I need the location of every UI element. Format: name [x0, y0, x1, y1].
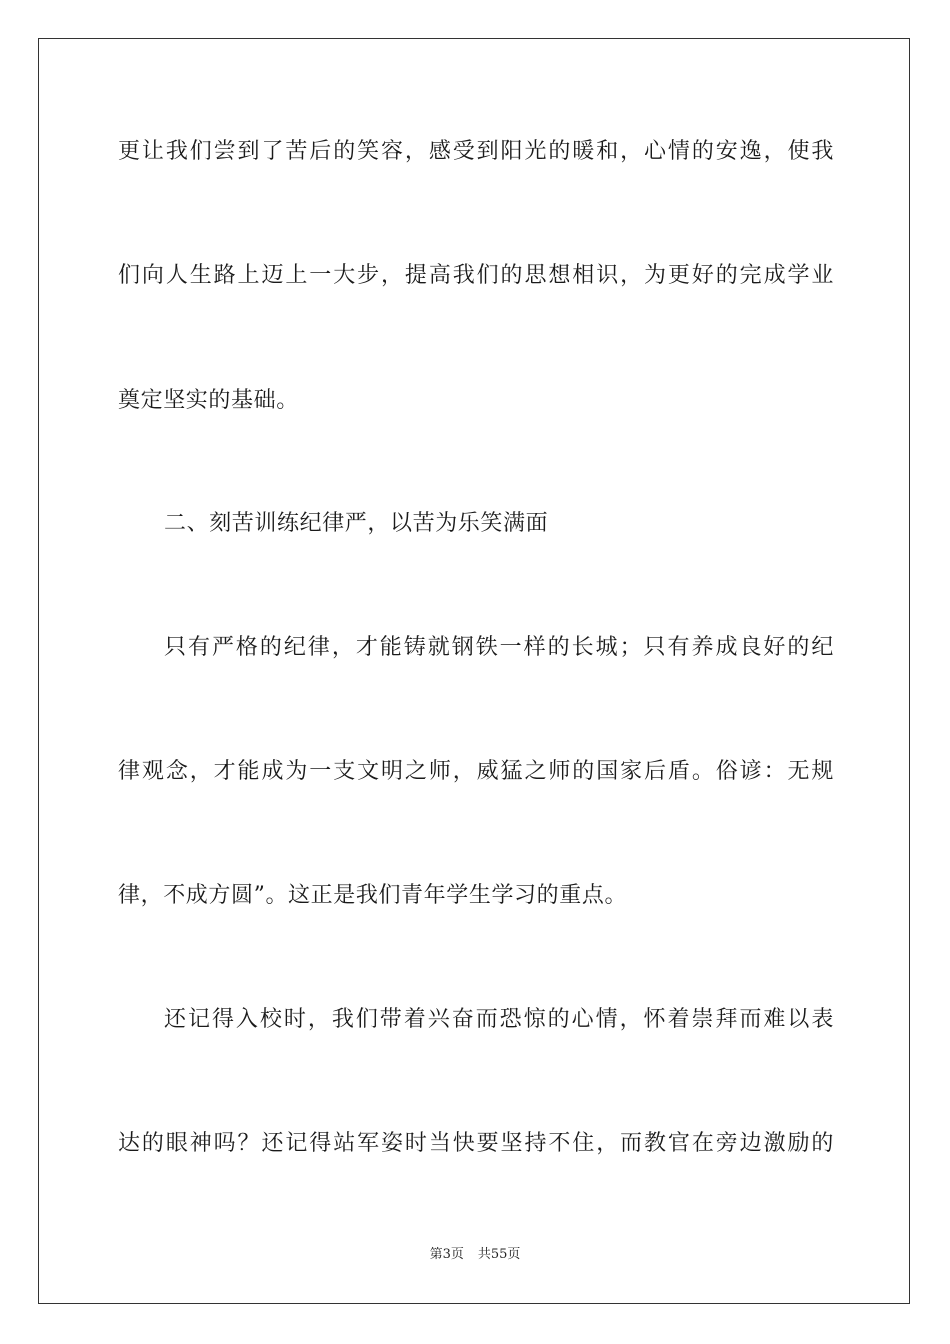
- text-line-6: 律观念，才能成为一支文明之师，威猛之师的国家后盾。俗谚：无规: [118, 759, 834, 784]
- total-pages: 共55页: [477, 1247, 521, 1262]
- page-number: 第3页: [429, 1247, 464, 1262]
- text-line-7: 律，不成方圆”。这正是我们青年学生学习的重点。: [118, 883, 628, 908]
- text-line-2: 们向人生路上迈上一大步，提高我们的思想相识，为更好的完成学业: [118, 263, 834, 288]
- page-footer: [0, 1246, 950, 1264]
- text-line-1: 更让我们尝到了苦后的笑容，感受到阳光的暖和，心情的安逸，使我: [118, 139, 834, 164]
- section-heading: 二、刻苦训练纪律严，以苦为乐笑满面: [164, 511, 549, 536]
- text-line-8: 还记得入校时，我们带着兴奋而恐惊的心情，怀着崇拜而难以表: [164, 1007, 834, 1032]
- text-line-5: 只有严格的纪律，才能铸就钢铁一样的长城；只有养成良好的纪: [164, 635, 834, 660]
- page-border: [38, 38, 910, 1304]
- text-line-9: 达的眼神吗？还记得站军姿时当快要坚持不住，而教官在旁边激励的: [118, 1131, 834, 1156]
- text-line-3: 奠定坚实的基础。: [118, 388, 299, 413]
